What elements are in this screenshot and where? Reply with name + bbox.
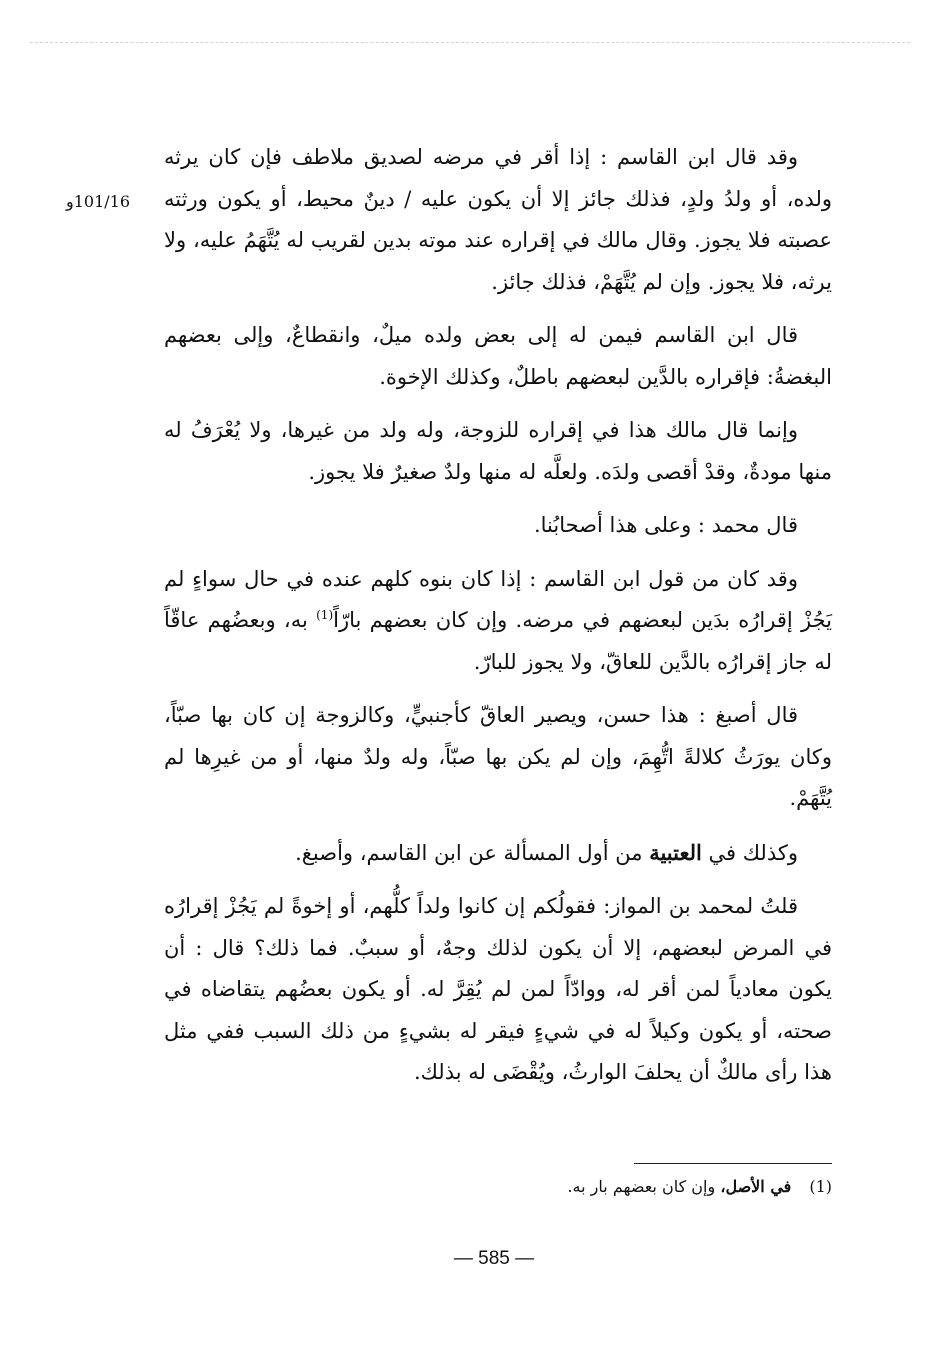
footnote-bold-text: في الأصل، [720, 1177, 792, 1196]
paragraph-6: قال أصبغ : هذا حسن، ويصير العاقّ كأجنبيٍّ، وكالزوجة إن كان بها صبّاً، وكان يورَثُ كلالةً اتُّهِمَ، وإن لم يكن بها صبّاً، وله ولدٌ منها، أو من غيرِها لم يُتَّهَمْ. [164, 703, 832, 810]
paragraph-5 [164, 559, 832, 684]
footnote-separator [634, 1163, 832, 1164]
paragraph-7-before: وكذلك في [701, 840, 798, 865]
paragraph-7 [164, 832, 832, 875]
main-text [164, 137, 832, 1106]
paragraph-3: وإنما قال مالك هذا في إقراره للزوجة، وله ولد من غيرها، ولا يُعْرَفُ له منها مودةٌ، وقدْ أقصى ولدَه. ولعلَّه له منها ولدٌ صغيرٌ فلا يجوز. [164, 418, 832, 484]
paragraph-7-after: من أول المسألة عن ابن القاسم، وأصبغ. [295, 840, 650, 865]
top-scan-rule [30, 42, 910, 43]
footnote-text: وإن كان بعضهم بار به. [567, 1177, 721, 1196]
paragraph-2: قال ابن القاسم فيمن له إلى بعض ولده ميلٌ، وانقطاعٌ، وإلى بعضهم البغضةُ: فإقراره بالدَّين لبعضهم باطلٌ، وكذلك الإخوة. [164, 323, 832, 389]
paragraph-1: وقد قال ابن القاسم : إذا أقر في مرضه لصديق ملاطف فإن كان يرثه ولده، أو ولدُ ولدٍ، فذلك جائز إلا أن يكون عليه / دينٌ محيط، أو يكون ورثته عصبته فلا يجوز. وقال مالك في إقراره عند موته بدين لقريب له يُتَّهَمُ عليه، ولا يرثه، فلا يجوز. وإن لم يُتَّهَمْ، فذلك جائز. [164, 145, 832, 294]
footnote-number: (1) [809, 1177, 832, 1196]
manuscript-folio-reference: 101/16و [66, 192, 131, 211]
paragraph-8: قلتُ لمحمد بن المواز: فقولُكم إن كانوا ولداً كلُّهم، أو إخوةً لم يَجُزْ إقرارُه في المرض لبعضهم، إلا أن يكون لذلك وجهٌ، أو سببٌ. فما ذلك؟ قال : أن يكون معادياً لمن أقر له، ووادّاً لمن لم يُقِرَّ له. أو يكون بعضُهم يتقاضاه في صحته، أو يكون وكيلاً له في شيءٍ فيقر له بشيءٍ من ذلك السبب ففي مثل هذا رأى مالكٌ أن يحلفَ الوارثُ، ويُقْضَى له بذلك. [164, 894, 832, 1084]
footnote-marker: (1) [316, 608, 334, 622]
paragraph-5-before: وقد كان من قول ابن القاسم : إذا كان بنوه كلهم عنده في حال سواءٍ لم يَجُزْ إقرارُه بدَين لبعضهم في مرضه. وإن كان بعضهم بارّاً [164, 566, 832, 632]
book-title-al-utbiyya: العتبية [649, 839, 702, 865]
page-number: — 585 — [453, 1248, 535, 1269]
footnote [420, 1174, 832, 1200]
paragraph-4: قال محمد : وعلى هذا أصحابُنا. [533, 513, 798, 537]
paragraph-5-after: به، وبعضُهم عاقّاً له جاز إقرارُه بالدَّين للعاقّ، ولا يجوز للبارّ. [164, 608, 832, 674]
